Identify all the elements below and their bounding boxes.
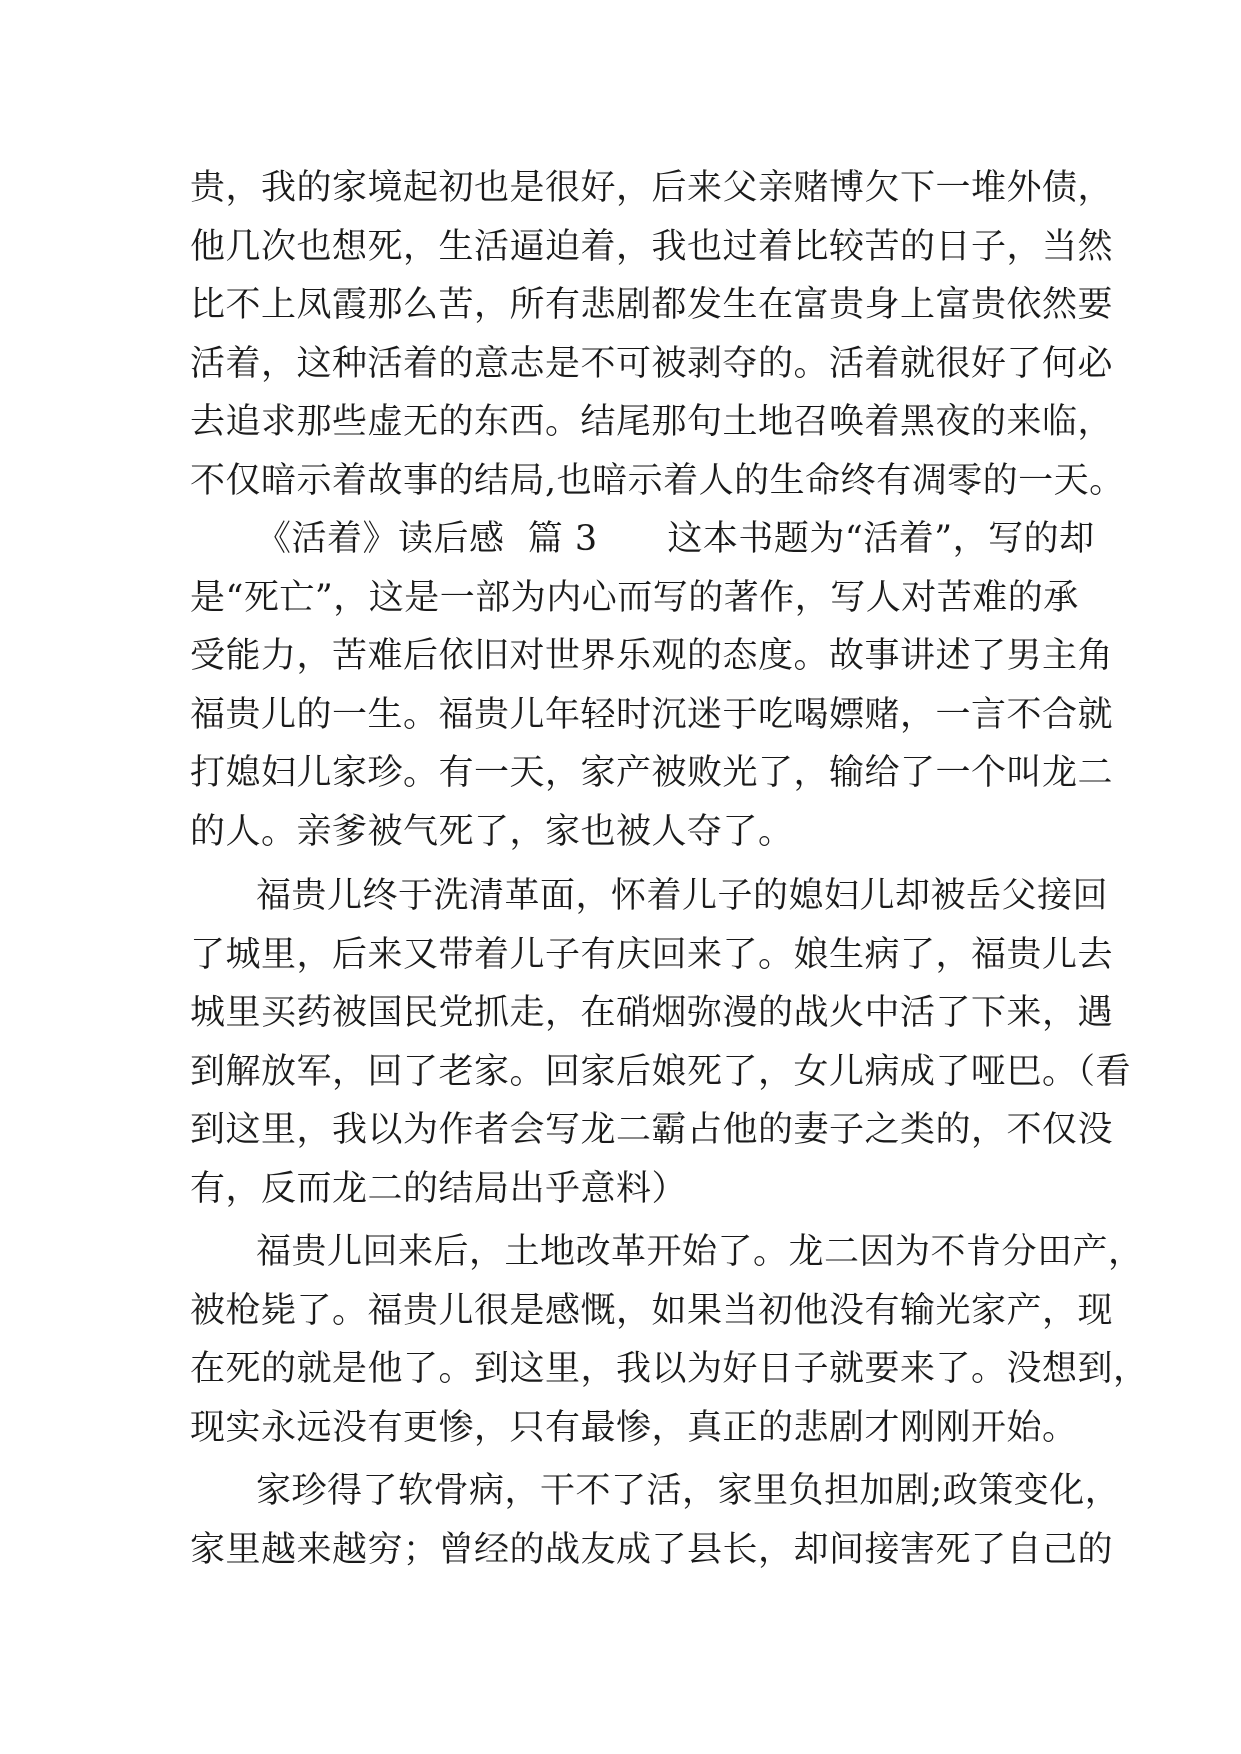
text-line: 了城里，后来又带着儿子有庆回来了。娘生病了，福贵儿去 [190, 935, 1114, 975]
paragraph-first-line: 福贵儿终于洗清革面，怀着儿子的媳妇儿却被岳父接回 [256, 876, 1109, 916]
text-line: 不仅暗示着故事的结局,也暗示着人的生命终有凋零的一天。 [190, 461, 1125, 501]
text-line: 受能力，苦难后依旧对世界乐观的态度。故事讲述了男主角 [190, 636, 1114, 676]
text-line: 家里越来越穷；曾经的战友成了县长，却间接害死了自己的 [190, 1530, 1114, 1570]
text-line: 的人。亲爹被气死了，家也被人夺了。 [190, 812, 794, 852]
text-line: 福贵儿的一生。福贵儿年轻时沉迷于吃喝嫖赌，一言不合就 [190, 695, 1114, 735]
paragraph-first-line: 家珍得了软骨病，干不了活，家里负担加剧;政策变化， [256, 1471, 1121, 1511]
text-line: 是“死亡”，这是一部为内心而写的著作，写人对苦难的承 [190, 578, 1079, 618]
text-line: 比不上凤霞那么苦，所有悲剧都发生在富贵身上富贵依然要 [190, 285, 1114, 325]
text-line: 他几次也想死，生活逼迫着，我也过着比较苦的日子，当然 [190, 227, 1114, 267]
text-line: 城里买药被国民党抓走，在硝烟弥漫的战火中活了下来，遇 [190, 993, 1114, 1033]
text-line: 活着，这种活着的意志是不可被剥夺的。活着就很好了何必 [190, 344, 1114, 384]
text-line: 到这里，我以为作者会写龙二霸占他的妻子之类的，不仅没 [190, 1110, 1114, 1150]
text-line: 打媳妇儿家珍。有一天，家产被败光了，输给了一个叫龙二 [190, 753, 1114, 793]
section-heading-line: 《活着》读后感 篇 3 这本书题为“活着”，写的却 [256, 519, 1095, 559]
text-line: 去追求那些虚无的东西。结尾那句土地召唤着黑夜的来临， [190, 402, 1114, 442]
text-line: 被枪毙了。福贵儿很是感慨，如果当初他没有输光家产，现 [190, 1291, 1114, 1331]
text-line: 有，反而龙二的结局出乎意料） [190, 1169, 688, 1209]
text-line: 到解放军，回了老家。回家后娘死了，女儿病成了哑巴。（看 [190, 1052, 1132, 1092]
paragraph-first-line: 福贵儿回来后，土地改革开始了。龙二因为不肯分田产， [256, 1232, 1144, 1272]
text-line: 贵，我的家境起初也是很好，后来父亲赌博欠下一堆外债， [190, 168, 1114, 208]
text-line: 现实永远没有更惨，只有最惨，真正的悲剧才刚刚开始。 [190, 1408, 1078, 1448]
text-line: 在死的就是他了。到这里，我以为好日子就要来了。没想到， [190, 1349, 1149, 1389]
